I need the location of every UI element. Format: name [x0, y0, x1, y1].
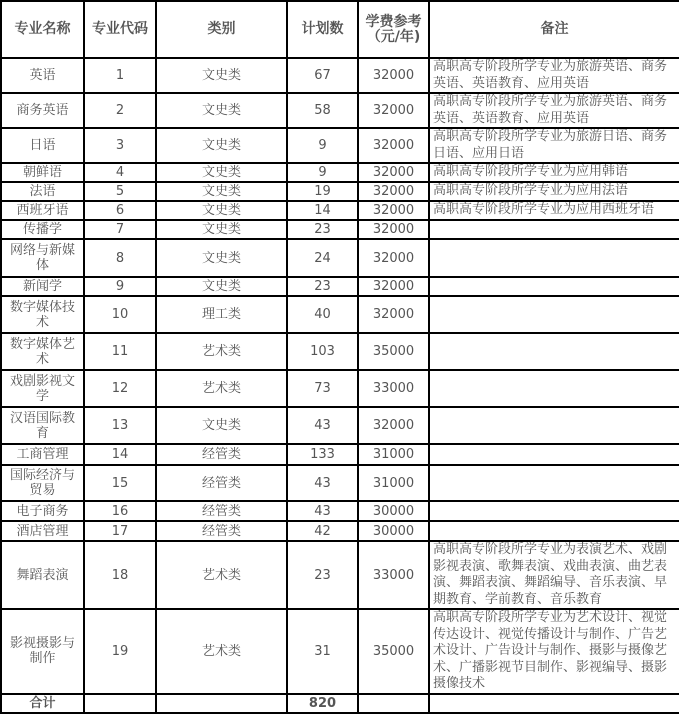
plan-count: 43: [287, 407, 358, 444]
table-row: [1, 163, 679, 182]
major-code: 16: [84, 501, 156, 521]
header-category: 类别: [156, 1, 287, 58]
tuition: 32000: [358, 93, 429, 128]
plan-count: 43: [287, 465, 358, 501]
note: 高职高专阶段所学专业为旅游英语、商务英语、英语教育、应用英语: [429, 58, 679, 93]
plan-count: 23: [287, 220, 358, 239]
major-name: 电子商务: [1, 501, 84, 521]
category: 文史类: [156, 407, 287, 444]
note: 高职高专阶段所学专业为应用西班牙语: [429, 201, 679, 220]
major-code: 5: [84, 182, 156, 201]
plan-count: 19: [287, 182, 358, 201]
header-plan-count: 计划数: [287, 1, 358, 58]
plan-count: 9: [287, 128, 358, 163]
note: [429, 239, 679, 277]
major-code: 10: [84, 296, 156, 333]
major-name: 朝鲜语: [1, 163, 84, 182]
major-name: 舞蹈表演: [1, 541, 84, 609]
note: 高职高专阶段所学专业为应用韩语: [429, 163, 679, 182]
plan-count: 67: [287, 58, 358, 93]
major-code: 12: [84, 370, 156, 407]
major-code: 14: [84, 444, 156, 465]
table-row: [1, 58, 679, 93]
major-code: 9: [84, 277, 156, 296]
plan-count: 58: [287, 93, 358, 128]
tuition: 30000: [358, 501, 429, 521]
category: 文史类: [156, 93, 287, 128]
plan-count: 40: [287, 296, 358, 333]
major-code: 19: [84, 609, 156, 694]
note: 高职高专阶段所学专业为应用法语: [429, 182, 679, 201]
plan-count: 23: [287, 541, 358, 609]
category: 文史类: [156, 239, 287, 277]
total-category: [156, 694, 287, 713]
plan-count: 42: [287, 521, 358, 541]
plan-count: 73: [287, 370, 358, 407]
category: 文史类: [156, 182, 287, 201]
tuition: 31000: [358, 465, 429, 501]
note: 高职高专阶段所学专业为旅游日语、商务日语、应用日语: [429, 128, 679, 163]
table-row: [1, 239, 679, 277]
total-label: 合计: [1, 694, 84, 713]
total-code: [84, 694, 156, 713]
category: 理工类: [156, 296, 287, 333]
major-code: 15: [84, 465, 156, 501]
major-code: 2: [84, 93, 156, 128]
table-row: [1, 333, 679, 370]
tuition: 32000: [358, 296, 429, 333]
tuition: 33000: [358, 370, 429, 407]
note: [429, 444, 679, 465]
category: 艺术类: [156, 370, 287, 407]
tuition: 32000: [358, 182, 429, 201]
major-code: 8: [84, 239, 156, 277]
tuition: 32000: [358, 277, 429, 296]
plan-count: 103: [287, 333, 358, 370]
tuition: 31000: [358, 444, 429, 465]
table-row: [1, 541, 679, 609]
table-row: [1, 501, 679, 521]
category: 经管类: [156, 501, 287, 521]
major-name: 汉语国际教育: [1, 407, 84, 444]
tuition: 32000: [358, 239, 429, 277]
table-row: [1, 521, 679, 541]
major-name: 法语: [1, 182, 84, 201]
header-tuition: 学费参考（元/年): [358, 1, 429, 58]
note: [429, 220, 679, 239]
table-row: [1, 465, 679, 501]
table-row: [1, 444, 679, 465]
major-name: 商务英语: [1, 93, 84, 128]
table-row: [1, 182, 679, 201]
note: [429, 277, 679, 296]
table-row: [1, 296, 679, 333]
category: 文史类: [156, 220, 287, 239]
category: 文史类: [156, 163, 287, 182]
header-major-code: 专业代码: [84, 1, 156, 58]
major-code: 7: [84, 220, 156, 239]
major-name: 西班牙语: [1, 201, 84, 220]
major-name: 国际经济与贸易: [1, 465, 84, 501]
note: 高职高专阶段所学专业为表演艺术、戏剧影视表演、歌舞表演、戏曲表演、曲艺表演、舞蹈表演、舞蹈编导、音乐表演、早期教育、学前教育、音乐教育: [429, 541, 679, 609]
major-name: 网络与新媒体: [1, 239, 84, 277]
table-row: [1, 201, 679, 220]
major-name: 英语: [1, 58, 84, 93]
table-row: [1, 93, 679, 128]
major-name: 数字媒体技术: [1, 296, 84, 333]
total-plan-count: 820: [287, 694, 358, 713]
category: 艺术类: [156, 541, 287, 609]
table-row: [1, 370, 679, 407]
table-row: [1, 277, 679, 296]
total-tuition: [358, 694, 429, 713]
category: 经管类: [156, 521, 287, 541]
tuition: 30000: [358, 521, 429, 541]
table-row: [1, 407, 679, 444]
note: 高职高专阶段所学专业为艺术设计、视觉传达设计、视觉传播设计与制作、广告艺术设计、广告设计与制作、摄影与摄像艺术、广播影视节目制作、影视编导、摄影摄像技术: [429, 609, 679, 694]
major-name: 数字媒体艺术: [1, 333, 84, 370]
note: [429, 370, 679, 407]
note: [429, 521, 679, 541]
plan-count: 23: [287, 277, 358, 296]
category: 文史类: [156, 277, 287, 296]
tuition: 32000: [358, 407, 429, 444]
tuition: 32000: [358, 163, 429, 182]
plan-count: 14: [287, 201, 358, 220]
category: 文史类: [156, 58, 287, 93]
note: [429, 465, 679, 501]
total-row: [1, 694, 679, 713]
tuition: 33000: [358, 541, 429, 609]
plan-count: 9: [287, 163, 358, 182]
total-note: [429, 694, 679, 713]
major-name: 工商管理: [1, 444, 84, 465]
tuition: 32000: [358, 201, 429, 220]
note: 高职高专阶段所学专业为旅游英语、商务英语、英语教育、应用英语: [429, 93, 679, 128]
category: 艺术类: [156, 609, 287, 694]
table-row: [1, 128, 679, 163]
tuition: 32000: [358, 58, 429, 93]
header-notes: 备注: [429, 1, 679, 58]
major-code: 1: [84, 58, 156, 93]
header-major-name: 专业名称: [1, 1, 84, 58]
note: [429, 333, 679, 370]
major-code: 17: [84, 521, 156, 541]
header-row: [1, 1, 679, 58]
major-name: 戏剧影视文学: [1, 370, 84, 407]
tuition: 32000: [358, 220, 429, 239]
note: [429, 407, 679, 444]
major-code: 6: [84, 201, 156, 220]
table-row: [1, 609, 679, 694]
table-row: [1, 220, 679, 239]
major-name: 影视摄影与制作: [1, 609, 84, 694]
tuition: 35000: [358, 333, 429, 370]
major-name: 日语: [1, 128, 84, 163]
major-name: 酒店管理: [1, 521, 84, 541]
note: [429, 296, 679, 333]
major-code: 3: [84, 128, 156, 163]
major-code: 4: [84, 163, 156, 182]
note: [429, 501, 679, 521]
plan-count: 31: [287, 609, 358, 694]
major-code: 18: [84, 541, 156, 609]
tuition: 32000: [358, 128, 429, 163]
category: 经管类: [156, 465, 287, 501]
major-code: 13: [84, 407, 156, 444]
category: 文史类: [156, 128, 287, 163]
plan-count: 133: [287, 444, 358, 465]
plan-count: 24: [287, 239, 358, 277]
tuition: 35000: [358, 609, 429, 694]
major-name: 传播学: [1, 220, 84, 239]
major-name: 新闻学: [1, 277, 84, 296]
plan-count: 43: [287, 501, 358, 521]
category: 经管类: [156, 444, 287, 465]
category: 艺术类: [156, 333, 287, 370]
major-code: 11: [84, 333, 156, 370]
category: 文史类: [156, 201, 287, 220]
